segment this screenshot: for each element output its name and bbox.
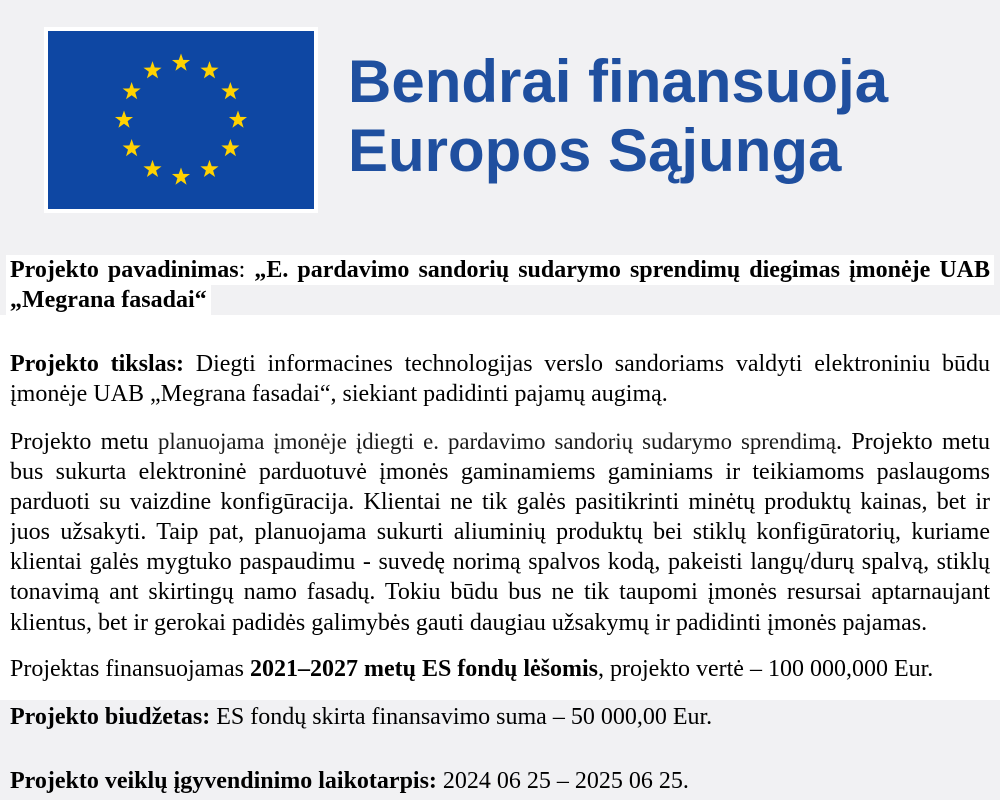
period-line	[10, 766, 990, 796]
project-goal-line-last: įmonėje UAB „Megrana fasadai“, siekiant padidinti pajamų augimą.	[10, 381, 668, 407]
eu-flag-icon	[44, 27, 318, 213]
project-name-colon: :	[238, 257, 246, 283]
description-line	[10, 427, 990, 457]
project-name-title-continued: „Megrana fasadai“	[6, 285, 211, 315]
period-value: 2024 06 25 – 2025 06 25.	[436, 768, 689, 794]
funding-source: 2021–2027 metų ES fondų lėšomis	[249, 656, 598, 682]
description-line: bus sukurta elektroninė parduotuvė įmonės gaminamiems gaminiams ir teikiamoms paslaugoms	[10, 459, 990, 485]
description-line: juos užsakyti. Taip pat, planuojama sukurti aliuminių produktų bei stiklų konfigūratorių, kuriame	[10, 519, 990, 545]
description-end: . Projekto metu	[836, 429, 990, 455]
funding-suffix: , projekto vertė – 100 000,000 Eur.	[598, 656, 934, 682]
logo-text-line2: Europos Sąjunga	[348, 117, 842, 184]
description-line: tonavimą ant skirtingų namo fasadų. Tokiu būdu bus ne tik taupomi įmonės resursai aptarnaujant	[10, 579, 990, 605]
period-label: Projekto veiklų įgyvendinimo laikotarpis:	[10, 768, 437, 794]
project-goal-line	[10, 349, 990, 379]
project-name-label: Projekto pavadinimas	[10, 257, 239, 283]
project-name-line	[6, 255, 994, 285]
description-highlight: planuojama įmonėje įdiegti e. pardavimo sandorių sudarymo sprendimą	[158, 429, 836, 454]
description-line-last: klientus, bet ir gerokai padidės galimybės gauti daugiau užsakymų ir padidinti įmonės pajamas.	[10, 610, 928, 636]
funding-prefix: Projektas finansuojamas	[10, 656, 250, 682]
description-line: klientai galės mygtuko paspaudimu - suvedę norimą spalvos kodą, pakeisti langų/durų spalvą, stiklų	[10, 549, 990, 575]
project-goal-text: Diegti informacines technologijas verslo sandoriams valdyti elektroniniu būdu	[183, 351, 990, 377]
project-name-title: „E. pardavimo sandorių sudarymo sprendimų diegimas įmonėje UAB	[245, 257, 990, 283]
budget-label: Projekto biudžetas:	[10, 704, 211, 730]
budget-value: ES fondų skirta finansavimo suma – 50 000,00 Eur.	[210, 704, 713, 730]
project-goal-label: Projekto tikslas:	[10, 351, 184, 377]
funding-line	[10, 654, 990, 684]
description-start: Projekto metu	[10, 429, 158, 455]
logo-text-line1: Bendrai finansuoja	[348, 48, 889, 115]
budget-line	[10, 702, 990, 732]
description-line: parduoti su vaizdine konfigūracija. Klientai ne tik galės pasitikrinti minėtų produktų kainas, bet ir	[10, 489, 990, 515]
